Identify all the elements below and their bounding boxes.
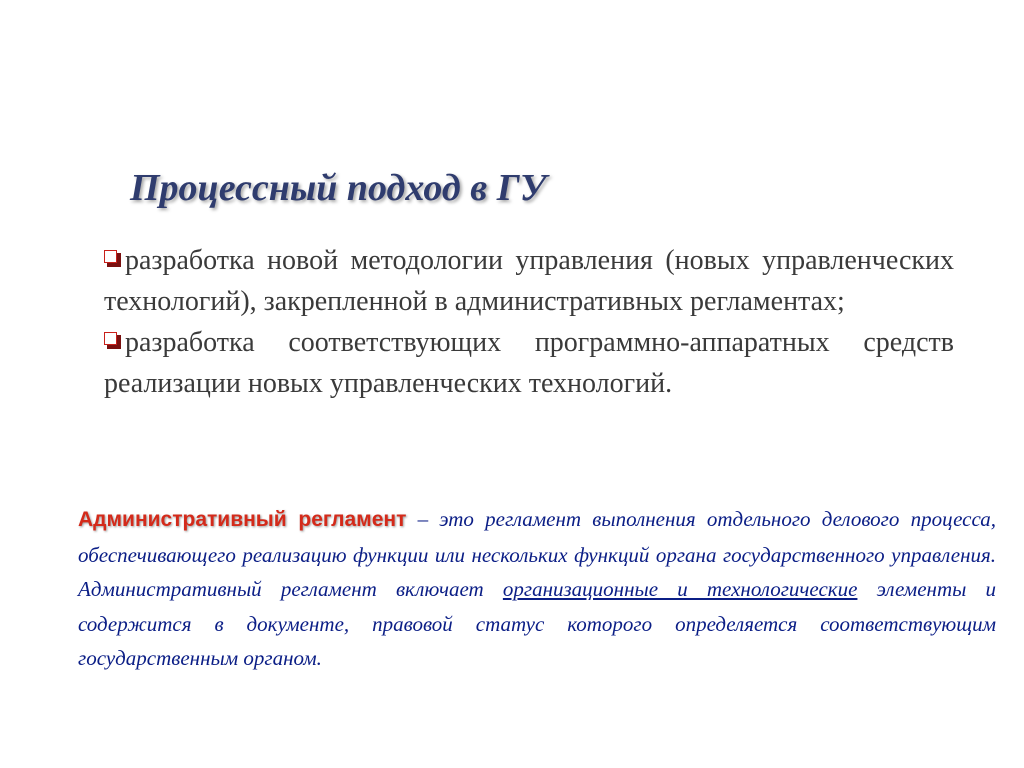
- square-checkbox-icon: [104, 332, 121, 349]
- slide-title: Процессный подход в ГУ: [130, 167, 547, 209]
- bullet-item: [104, 322, 954, 404]
- definition-text-part1: – это регламент выполнения отдельного делового процесса, обеспечивающего реализацию функции или нескольких функций органа государственного управления. Административный регламент включает: [78, 507, 996, 601]
- definition-paragraph: [78, 502, 996, 676]
- definition-term: Административный регламент: [78, 508, 407, 531]
- definition-text-part2: элементы и содержится в документе, правовой статус которого определяется соответствующим государственным органом.: [78, 577, 996, 670]
- bullet-text: разработка новой методологии управления (новых управленческих технологий), закрепленной в административных регламентах;: [104, 245, 954, 317]
- square-checkbox-icon: [104, 250, 121, 267]
- bullet-list: [104, 240, 954, 404]
- bullet-item: [104, 240, 954, 322]
- bullet-text: разработка соответствующих программно-аппаратных средств реализации новых управленческих технологий.: [104, 327, 954, 399]
- definition-underlined-text: организационные и технологические: [502, 577, 858, 601]
